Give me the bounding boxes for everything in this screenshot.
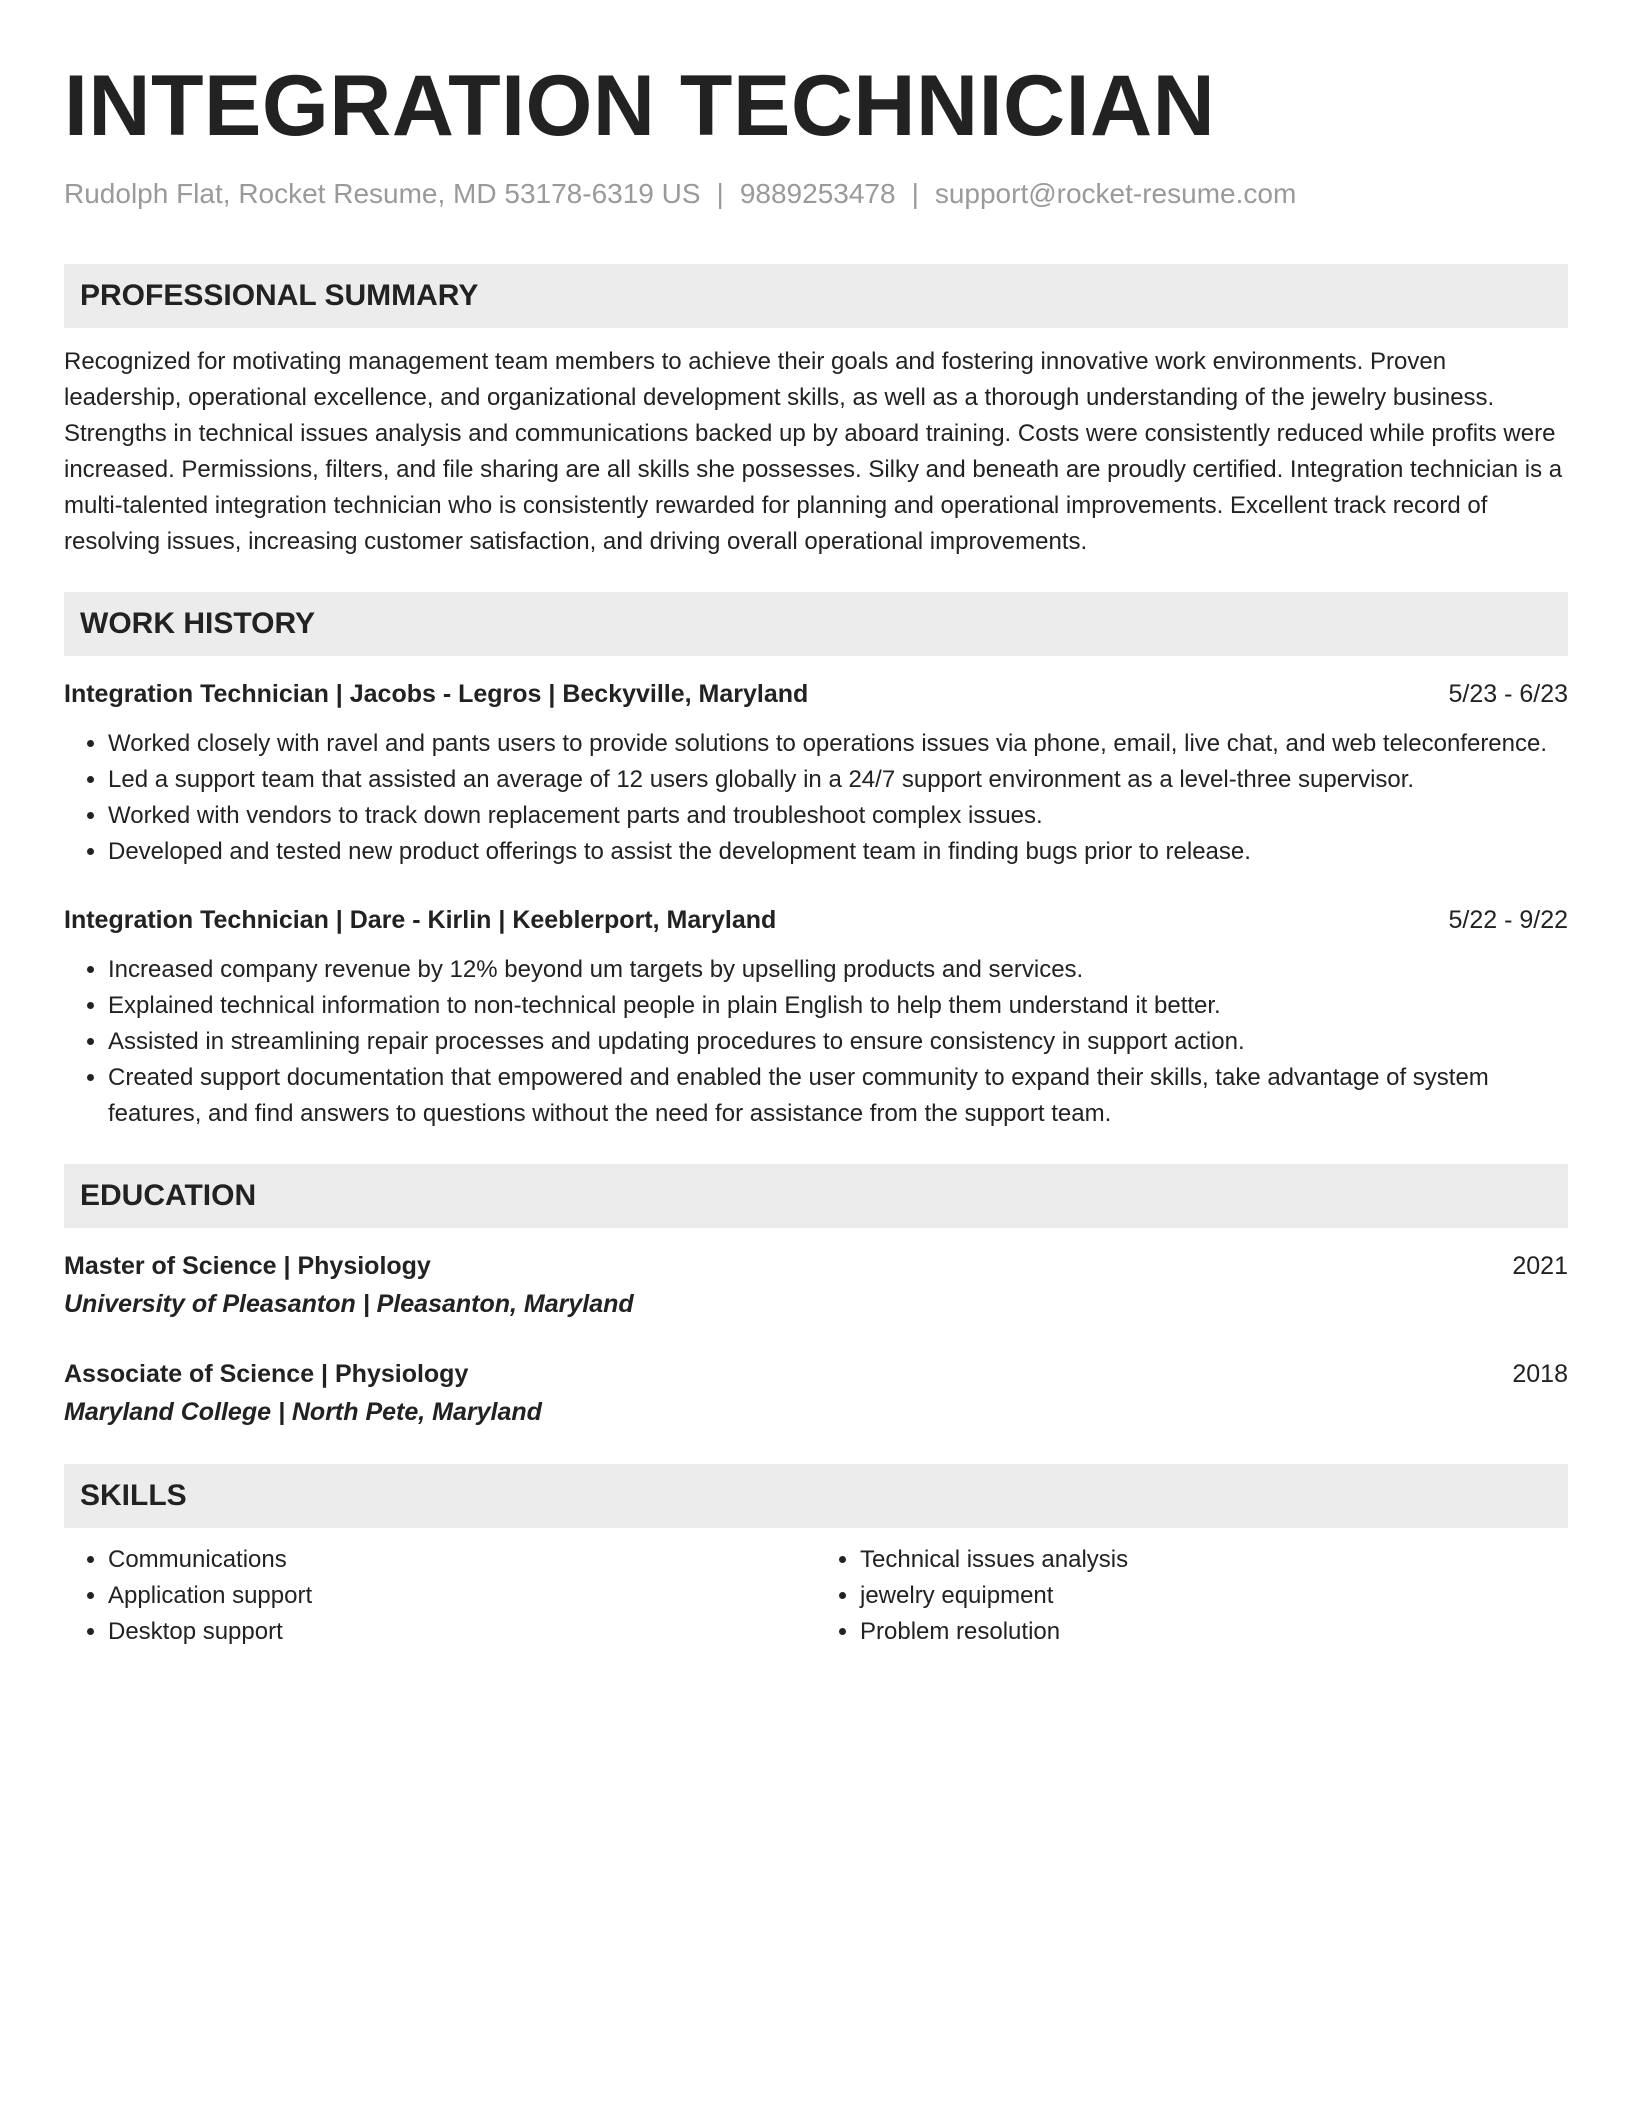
contact-separator: | (716, 178, 724, 209)
skill-item: • Communications (108, 1542, 816, 1578)
education-degree-row (64, 1356, 1568, 1392)
skill-item: • Desktop support (108, 1614, 816, 1650)
skill-item: • Problem resolution (860, 1614, 1568, 1650)
skill-item: • Technical issues analysis (860, 1542, 1568, 1578)
section-header-summary: PROFESSIONAL SUMMARY (64, 264, 1568, 328)
education-school: Maryland College | North Pete, Maryland (64, 1398, 542, 1426)
job-entry (64, 902, 1568, 1132)
job-entry (64, 676, 1568, 870)
job-bullet: • Worked closely with ravel and pants users to provide solutions to operations issues via phone, email, live chat, and web teleconference. (108, 726, 1568, 762)
page-title: INTEGRATION TECHNICIAN (64, 58, 1216, 154)
job-bullet-list (64, 726, 1568, 870)
job-dates: 5/22 - 9/22 (1448, 906, 1568, 934)
education-entry (64, 1248, 1568, 1324)
job-heading-row (64, 676, 1568, 712)
job-bullet: • Explained technical information to non-technical people in plain English to help them understand it better. (108, 988, 1568, 1024)
summary-text: Recognized for motivating management team members to achieve their goals and fostering innovative work environments. Proven leadership, operational excellence, and organizational development skills, as well as a thorough understanding of the jewelry business. Strengths in technical issues analysis and communications backed up by aboard training. Costs were consistently reduced while profits were increased. Permissions, filters, and file sharing are all skills she possesses. Silky and beneath are proudly certified. Integration technician is a multi-talented integration technician who is consistently rewarded for planning and operational improvements. Excellent track record of resolving issues, increasing customer satisfaction, and driving overall operational improvements. (64, 348, 1563, 555)
education-degree-row (64, 1248, 1568, 1284)
education-degree: Master of Science | Physiology (64, 1252, 431, 1280)
section-header-work-history: WORK HISTORY (64, 592, 1568, 656)
contact-phone: 9889253478 (739, 178, 896, 209)
skills-list-left (64, 1542, 816, 1650)
job-heading: Integration Technician | Jacobs - Legros | Beckyville, Maryland (64, 680, 809, 708)
education-year: 2021 (1512, 1252, 1568, 1280)
job-bullet: • Led a support team that assisted an average of 12 users globally in a 24/7 support environment as a level-three supervisor. (108, 762, 1568, 798)
job-bullet: • Worked with vendors to track down replacement parts and troubleshoot complex issues. (108, 798, 1568, 834)
education-year: 2018 (1512, 1360, 1568, 1388)
section-header-education: EDUCATION (64, 1164, 1568, 1228)
job-heading: Integration Technician | Dare - Kirlin | Keeblerport, Maryland (64, 906, 777, 934)
job-bullet: • Increased company revenue by 12% beyond um targets by upselling products and services. (108, 952, 1568, 988)
job-dates: 5/23 - 6/23 (1448, 680, 1568, 708)
education-school: University of Pleasanton | Pleasanton, Maryland (64, 1290, 634, 1318)
job-bullet: • Assisted in streamlining repair processes and updating procedures to ensure consistency in support action. (108, 1024, 1568, 1060)
contact-line (64, 176, 1568, 212)
section-header-skills: SKILLS (64, 1464, 1568, 1528)
job-bullet-list (64, 952, 1568, 1132)
skills-grid (64, 1542, 1568, 1650)
contact-separator: | (911, 178, 919, 209)
education-degree: Associate of Science | Physiology (64, 1360, 469, 1388)
job-heading-row (64, 902, 1568, 938)
job-bullet: • Created support documentation that empowered and enabled the user community to expand their skills, take advantage of system features, and find answers to questions without the need for assistance from the support team. (108, 1060, 1568, 1132)
skill-item: • jewelry equipment (860, 1578, 1568, 1614)
contact-email: support@rocket-resume.com (934, 178, 1297, 209)
skills-list-right (816, 1542, 1568, 1650)
contact-address: Rudolph Flat, Rocket Resume, MD 53178-6319 US (64, 178, 701, 209)
job-bullet: • Developed and tested new product offerings to assist the development team in finding bugs prior to release. (108, 834, 1568, 870)
education-entry (64, 1356, 1568, 1432)
skill-item: • Application support (108, 1578, 816, 1614)
